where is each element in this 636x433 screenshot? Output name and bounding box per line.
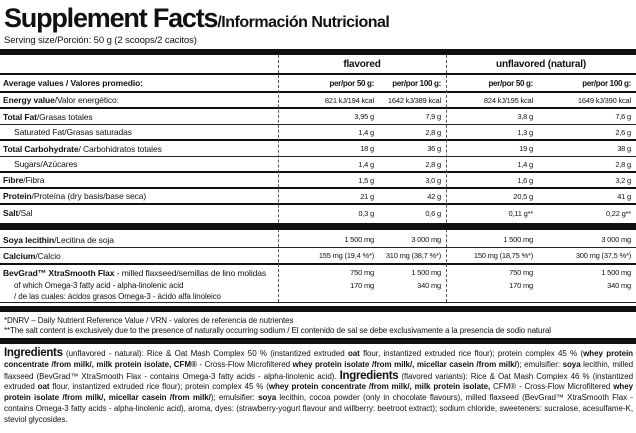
value-cell: 3 000 mg [411,235,441,244]
row-label: BevGrad™ XtraSmooth Flax - milled flaxseed/semillas de lino molidas [3,267,267,278]
value-cell: 7,9 g [425,112,441,121]
section-divider-bar [0,223,636,230]
table-row [0,280,636,291]
value-cell: 3,2 g [615,175,631,185]
ingredients-segment: CFM® - Cross-Flow Microfiltered [490,382,614,392]
ingredients-segment: ); emulsifier: [516,359,563,369]
value-cell: 2,8 g [425,159,441,169]
row-label: / de las cuales: ácidos grasos Omega-3 - ácido alfa linoleico [14,292,221,301]
ingredients-segment: (unflavored - natural): Rice & Oat Mash Complex 50 % (instantized extruded [62,349,348,358]
value-cell: 36 g [427,144,441,153]
value-cell: 20,5 g [513,191,533,201]
value-cell: 21 g [360,191,374,201]
row-label: Salt/Sal [3,208,33,218]
column-header-per100-unflavored: per/por 100 g: [582,78,631,88]
value-cell: 7,6 g [615,112,631,121]
average-values-label: Average values / Valores promedio: [3,78,143,88]
table-row [0,291,636,302]
column-header-per100-flavored: per/por 100 g: [392,78,441,88]
title-english: Supplement Facts [4,3,218,33]
column-header-per50-unflavored: per/por 50 g: [488,78,533,88]
value-cell: 1 500 mg [411,268,441,277]
row-label: Soya lecithin/Lecitina de soja [3,234,114,245]
ingredients-segment: flour, instantized extruded rice flour); protein complex 45 % ( [49,382,269,392]
ingredients-segment: whey protein isolate /from milk/, micellar casein /from milk/ [4,382,633,403]
table-row [0,141,636,157]
value-cell: 1,5 g [358,175,374,185]
footnote-salt: **The salt content is exclusively due to the presence of naturally occurring sodium / El contenido de sal se debe exclusivamente a la presencia de sodio natural [4,325,551,335]
value-cell: 1,3 g [517,127,533,137]
ingredients-segment: whey protein isolate /from milk/, micellar casein /from milk/ [292,359,517,369]
value-cell: 0,6 g [425,208,441,218]
ingredients-segment: (flavored variants): Rice & Oat Mash Complex 46 % (instantized extruded [4,371,634,392]
divider-bar-ingredients [0,338,636,344]
row-label: Total Carbohydrate/ Carbohidratos totales [3,143,162,154]
value-cell: 19 g [519,144,533,153]
ingredients-segment: soya [562,359,581,369]
value-cell: 42 g [427,191,441,201]
value-cell: 340 mg [417,281,441,290]
ingredients-heading: Ingredients [4,347,63,359]
ingredients-segment: oat [347,349,360,358]
divider-bar-footnotes [0,306,636,312]
table-row [0,157,636,173]
footnotes [0,314,636,338]
table-row [0,205,636,221]
page-title [0,3,636,34]
value-cell: 1,4 g [358,127,374,137]
value-cell: 18 g [360,144,374,153]
row-label: Saturated Fat/Grasas saturadas [14,127,132,137]
value-cell: 2,8 g [615,159,631,169]
table-row [0,173,636,189]
value-cell: 0,22 g** [605,208,631,218]
column-divider-dashed-right [446,55,447,302]
ingredients-segment: lecithin, milled flaxseed (BevGrad™ XtraSmooth Flax - contains Omega-3 fatty acids - alpha-linolenic acid). [4,359,634,381]
value-cell: 2,6 g [615,127,631,137]
serving-size: Serving size/Porción: 50 g (2 scoops/2 cacitos) [4,35,197,46]
table-row [0,265,636,280]
row-label: Fibre/Fibra [3,175,45,185]
value-cell: 1,4 g [358,159,374,169]
column-divider-dashed-left [278,55,279,302]
table-row [0,248,636,265]
value-cell: 38 g [617,144,631,153]
title-spanish: /Información Nutricional [217,14,390,31]
row-label: Energy value/Valor energético: [3,95,119,105]
value-cell: 1 500 mg [503,235,533,244]
row-label: Total Fat/Grasas totales [3,111,93,122]
ingredients-segment: whey protein concentrate /from milk/, milk protein isolate, CFM® [4,349,633,369]
value-cell: 750 mg [350,268,374,277]
ingredients-segment: whey protein concentrate /from milk/, milk protein isolate, [268,382,491,392]
value-cell: 1 500 mg [344,235,374,244]
ingredients-segment: oat [37,382,50,392]
value-cell: 340 mg [607,281,631,290]
table-row [0,125,636,141]
value-cell: 0,11 g** [508,208,533,218]
table-row [0,93,636,109]
value-cell: 1,4 g [517,159,533,169]
value-cell: 170 mg [350,281,374,290]
ingredients-segment: - Cross-Flow Microfiltered [196,359,293,369]
value-cell: 1642 kJ/389 kcal [387,95,441,105]
divider-bar-top [0,49,636,55]
group-header-unflavored: unflavored (natural) [496,58,586,70]
value-cell: 824 kJ/195 kcal [483,95,533,105]
row-label: Sugars/Azúcares [14,159,78,169]
ingredients-heading: Ingredients [339,369,399,382]
ingredients-segment: soya [258,393,277,403]
value-cell: 1649 kJ/390 kcal [577,95,631,105]
row-label: of which Omega-3 fatty acid - alpha-linolenic acid [14,281,184,290]
value-cell: 821 kJ/194 kcal [324,95,374,105]
value-cell: 3 000 mg [601,235,631,244]
group-header-row [0,55,636,75]
column-header-row [0,75,636,93]
value-cell: 150 mg (18,75 %*) [473,251,533,260]
ingredients-text [0,348,636,426]
table-row [0,189,636,205]
group-header-flavored: flavored [343,58,381,70]
table-row [0,109,636,125]
table-row [0,232,636,248]
column-header-per50-flavored: per/por 50 g: [329,78,374,88]
value-cell: 3,8 g [517,112,533,121]
ingredients-segment: ); emulsifier: [210,393,259,403]
row-label: Calcium/Calcio [3,250,61,261]
row-label: Protein/Proteína (dry basis/base seca) [3,191,147,201]
value-cell: 170 mg [509,281,533,290]
nutrient-rows [0,93,636,302]
value-cell: 750 mg [509,268,533,277]
value-cell: 310 mg (38,7 %*) [385,251,441,260]
value-cell: 300 mg (37,5 %*) [575,251,631,260]
nutrition-table [0,55,636,303]
value-cell: 0,3 g [358,208,374,218]
value-cell: 155 mg (19,4 %*) [318,251,374,260]
value-cell: 3,0 g [425,175,441,185]
value-cell: 41 g [617,191,631,201]
value-cell: 2,8 g [425,127,441,137]
footnote-dnrv: *DNRV – Daily Nutrient Reference Value / VRN - valores de referencia de nutrientes [4,316,294,325]
value-cell: 1,6 g [517,175,533,185]
value-cell: 3,95 g [354,112,374,121]
ingredients-segment: lecithin, cocoa powder (only in chocolate flavours), milled flaxseed (BevGrad™ XtraSmooth Flax - contains Omega-3 fatty acids - alpha-linolenic acid), aroma, dyes: (strawberry-yogurt flavour and willberry: beetroot extract); sodium chloride, sweeteners: sucralose, acesulfame-K, steviol glycosides. [4,393,633,424]
ingredients-segment: flour, instantized extruded rice flour); protein complex 45 % ( [359,349,584,358]
value-cell: 1 500 mg [601,268,631,277]
